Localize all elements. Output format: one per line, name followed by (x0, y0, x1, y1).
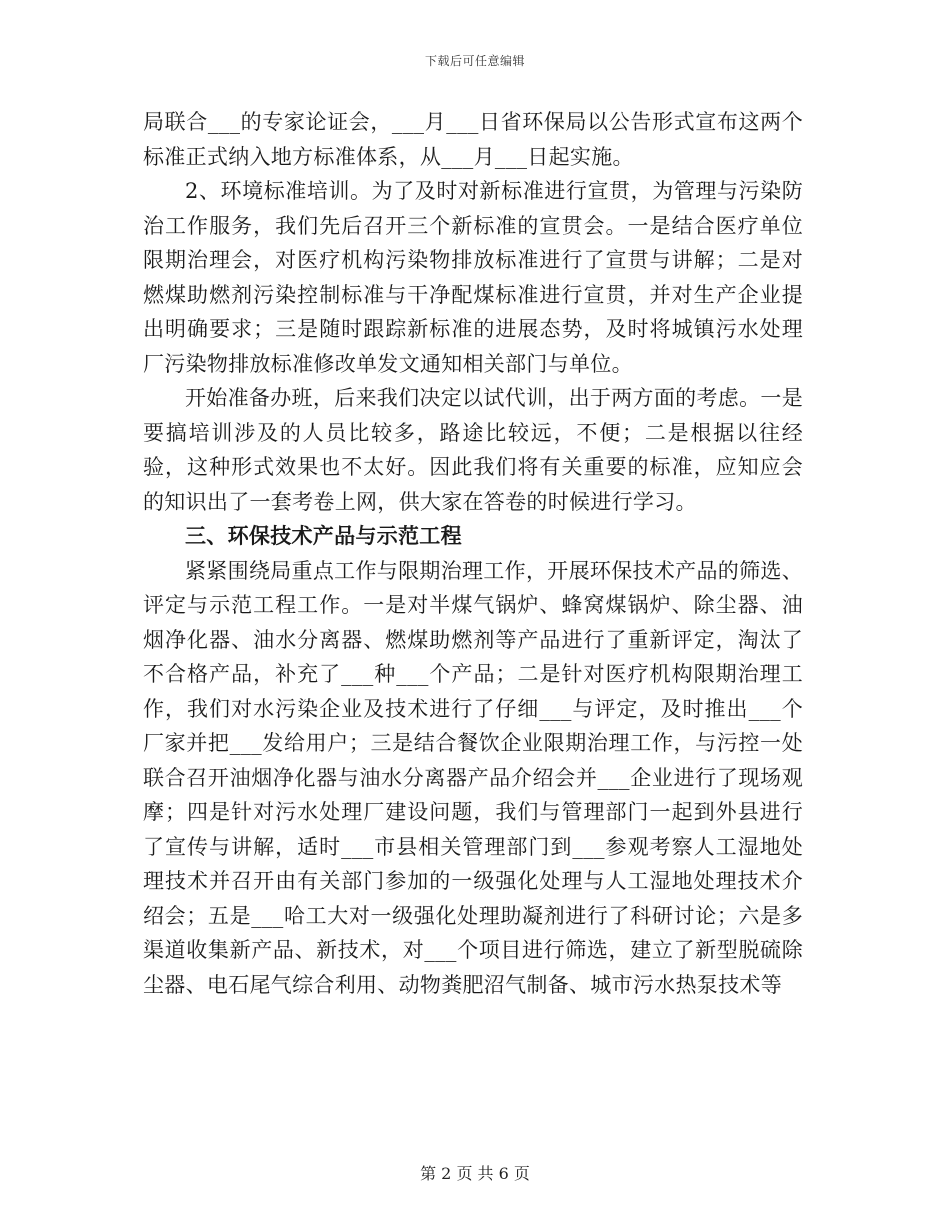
section-heading-3: 三、环保技术产品与示范工程 (185, 524, 462, 548)
paragraph-standards-training: 2、环境标准培训。为了及时对新标准进行宣贯，为管理与污染防治工作服务，我们先后召开三个新标准的宣贯会。一是结合医疗单位限期治理会，对医疗机构污染物排放标准进行了宣贯与讲解；二是对燃煤助燃剂污染控制标准与干净配煤标准进行宣贯，并对生产企业提出明确要求；三是随时跟踪新标准的进展态势，及时将城镇污水处理厂污染物排放标准修改单发文通知相关部门与单位。 (143, 179, 803, 376)
document-body (143, 105, 803, 1002)
paragraph-continuation: 局联合___的专家论证会，___月___日省环保局以公告形式宣布这两个标准正式纳入地方标准体系，从___月___日起实施。 (143, 110, 803, 169)
header-note: 下载后可任意编辑 (424, 54, 525, 68)
paragraph-exam-training: 开始准备办班，后来我们决定以试代训，出于两方面的考虑。一是要搞培训涉及的人员比较多，路途比较远，不便；二是根据以往经验，这种形式效果也不太好。因此我们将有关重要的标准，应知应会的知识出了一套考卷上网，供大家在答卷的时候进行学习。 (143, 386, 803, 514)
paragraph-tech-products: 紧紧围绕局重点工作与限期治理工作，开展环保技术产品的筛选、评定与示范工程工作。一是对半煤气锅炉、蜂窝煤锅炉、除尘器、油烟净化器、油水分离器、燃煤助燃剂等产品进行了重新评定，淘汰了不合格产品，补充了___种___个产品；二是针对医疗机构限期治理工作，我们对水污染企业及技术进行了仔细___与评定，及时推出___个厂家并把___发给用户；三是结合餐饮企业限期治理工作，与污控一处联合召开油烟净化器与油水分离器产品介绍会并___企业进行了现场观摩；四是针对污水处理厂建设问题，我们与管理部门一起到外县进行了宣传与讲解，适时___市县相关管理部门到___参观考察人工湿地处理技术并召开由有关部门参加的一级强化处理与人工湿地处理技术介绍会；五是___哈工大对一级强化处理助凝剂进行了科研讨论；六是多渠道收集新产品、新技术，对___个项目进行筛选，建立了新型脱硫除尘器、电石尾气综合利用、动物粪肥沼气制备、城市污水热泵技术等 (143, 558, 803, 997)
page-indicator: 第 2 页 共 6 页 (420, 1164, 530, 1183)
